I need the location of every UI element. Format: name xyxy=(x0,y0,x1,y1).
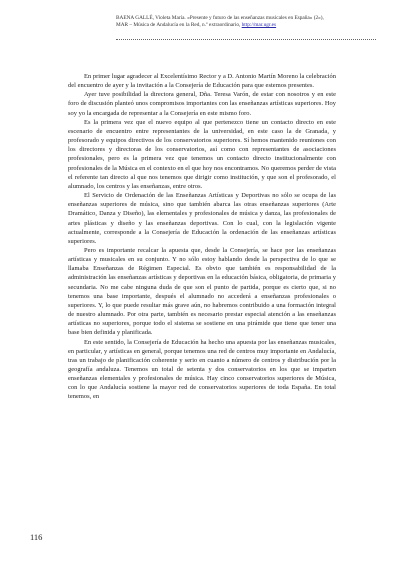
page-number: 116 xyxy=(30,532,43,542)
header-citation-line-1: BAENA GALLÉ, Violeta María. «Presente y futuro de las enseñanzas musicales en España» (2»), xyxy=(116,15,324,21)
body-text xyxy=(68,72,336,402)
paragraph-3: Es la primera vez que el nuevo equipo al que pertenezco tiene un contacto directo en este escenario de encuentro entre representantes de la universidad, en este caso la de Granada, y profesorado y equipos directivos de los conservatorios superiores. Sí hemos mantenido reuniones con los directores y directoras de los conservatorios, así como con representantes de asociaciones profesionales, pero es la primera vez que tenemos un contacto directo institucionalmente con profesionales de la Música en el contexto en el que hoy nos encontramos. No queremos perder de vista el referente tan directo al que nos tenemos que dirigir como institución, y que son el profesorado, el alumnado, los centros y las enseñanzas, entre otros. xyxy=(68,118,336,190)
header-journal-link[interactable]: http://mar.ugr.es xyxy=(241,22,277,29)
paragraph-4: El Servicio de Ordenación de las Enseñanzas Artísticas y Deportivas no sólo se ocupa de las enseñanzas superiores de música, sino que también abarca las otras enseñanzas superiores (Arte Dramático, Danza y Diseño), las elementales y profesionales de música y danza, las profesionales de artes plásticas y diseño y las enseñanzas deportivas. Con lo cual, con la legislación vigente actualmente, corresponde a la Consejería de Educación la ordenación de las enseñanzas artísticas superiores. xyxy=(68,192,336,245)
header-citation-line-2 xyxy=(116,22,376,29)
header-divider xyxy=(116,39,376,40)
paragraph-2: Ayer tuve posibilidad la directora general, Dña. Teresa Varón, de estar con nosotros y en este foro de discusión planteó unos compromisos importantes con las enseñanzas artísticas superiores. Hoy soy yo la encargada de representar a la Consejería en este mismo foro. xyxy=(68,91,336,117)
running-header xyxy=(116,15,376,30)
paragraph-5: Pero es importante recalcar la apuesta que, desde la Consejería, se hace por las enseñanzas artísticas y musicales en su conjunto. Y no sólo estoy hablando desde la perspectiva de lo que se llamaba Enseñanzas de Régimen Especial. Es obvio que también es responsabilidad de la administración las enseñanzas artísticas y deportivas en la educación básica, obligatoria, de primaria y secundaria. No me cabe ninguna duda de que son el punto de partida, porque es cierto que, si no tenemos una base importante, después el alumnado no accederá a enseñanzas profesionales o superiores. Y, lo que puede resultar más grave aún, no habremos contribuido a una formación integral de nuestro alumnado. Por otra parte, también es necesario prestar especial atención a las enseñanzas artísticas no superiores, porque todo el sistema se sostiene en una pirámide que tiene que tener una base bien definida y planificada. xyxy=(68,246,336,337)
header-journal-name: MAR – Música de Andalucía en la Red, n.º extraordinario, xyxy=(116,22,242,29)
paragraph-6: En este sentido, la Consejería de Educación ha hecho una apuesta por las enseñanzas musicales, en particular, y artísticas en general, porque tenemos una red de centros muy importante en Andalucía, tras un trabajo de planificación coherente y serio en cuanto a número de centros y distribución por la geografía andaluza. Tenemos un total de setenta y dos conservatorios en los que se imparten enseñanzas elementales y profesionales de música. Hay cinco conservatorios superiores de Música, con lo que Andalucía sostiene la mayor red de conservatorios superiores de toda España. En total tenemos, en xyxy=(68,338,336,401)
paragraph-1: En primer lugar agradecer al Excelentísimo Rector y a D. Antonio Martín Moreno la celebración del encuentro de ayer y la invitación a la Consejería de Educación para que estemos presentes. xyxy=(68,73,336,90)
